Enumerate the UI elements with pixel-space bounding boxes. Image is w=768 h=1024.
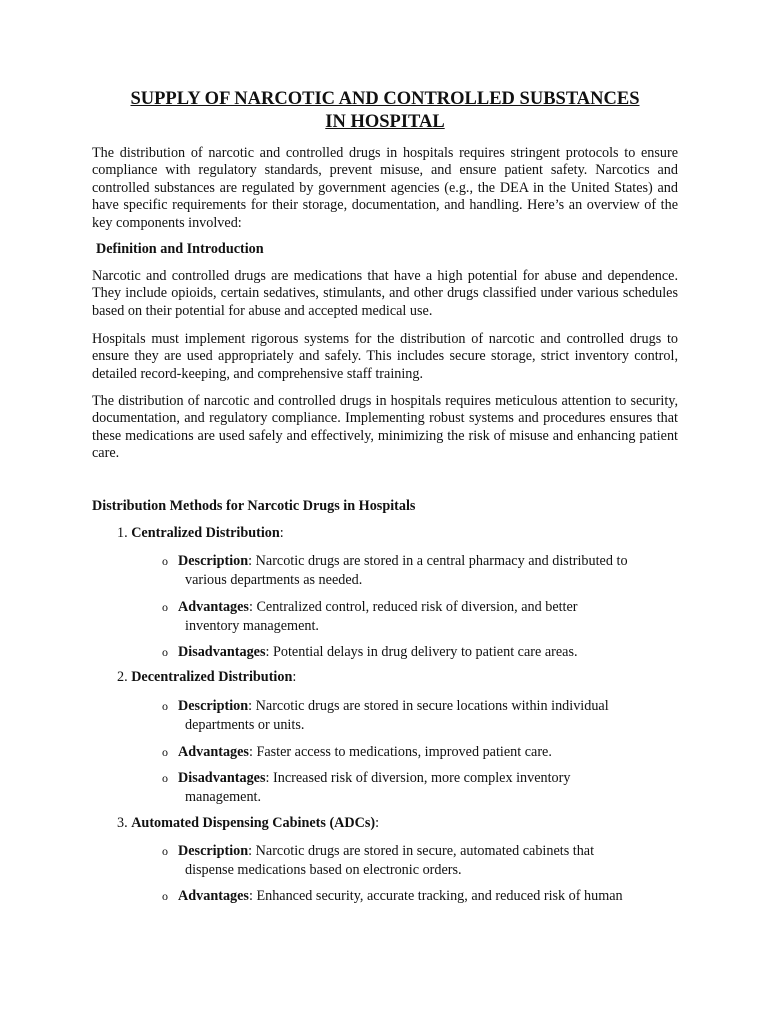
point-label: Disadvantages: [178, 644, 266, 660]
title-line-2: IN HOSPITAL: [325, 112, 445, 132]
bullet-marker: o: [162, 554, 168, 568]
method-suffix: :: [292, 669, 297, 685]
point-text-continued: inventory management.: [185, 617, 319, 634]
point-label: Description: [178, 843, 249, 859]
point-label: Disadvantages: [178, 770, 266, 786]
title-line-1: SUPPLY OF NARCOTIC AND CONTROLLED SUBSTANCES: [130, 89, 640, 109]
bullet-marker: o: [162, 844, 168, 858]
methods-heading: Distribution Methods for Narcotic Drugs in Hospitals: [92, 498, 416, 514]
method-1-title: [117, 525, 284, 542]
point-label: Advantages: [178, 599, 249, 615]
point-text: : Increased risk of diversion, more complex inventory: [265, 770, 571, 786]
method-number: 3.: [117, 815, 128, 831]
method-number: 1.: [117, 525, 128, 541]
point-label: Description: [178, 698, 249, 714]
point-text-continued: management.: [185, 788, 262, 805]
point-text-continued: departments or units.: [185, 716, 305, 733]
method-2-title: [117, 669, 296, 686]
point-text: : Potential delays in drug delivery to patient care areas.: [265, 644, 578, 660]
definition-paragraph-1: Narcotic and controlled drugs are medications that have a high potential for abuse and dependence. They include opioids, certain sedatives, stimulants, and other drugs classified under various schedules based on their potential for abuse and accepted medical use.: [92, 268, 678, 319]
method-name: Decentralized Distribution: [131, 669, 293, 685]
document-title: [92, 88, 678, 134]
bullet-marker: o: [162, 745, 168, 759]
method-number: 2.: [117, 669, 128, 685]
bullet-marker: o: [162, 699, 168, 713]
bullet-marker: o: [162, 600, 168, 614]
point-text: : Centralized control, reduced risk of diversion, and better: [248, 599, 578, 615]
method-name: Centralized Distribution: [131, 525, 280, 541]
point-text-continued: various departments as needed.: [185, 571, 363, 588]
point-text: : Enhanced security, accurate tracking, and reduced risk of human: [248, 888, 623, 904]
bullet-marker: o: [162, 645, 168, 659]
method-suffix: :: [375, 815, 380, 831]
bullet-marker: o: [162, 771, 168, 785]
definition-paragraph-3: The distribution of narcotic and controlled drugs in hospitals requires meticulous attention to security, documentation, and regulatory compliance. Implementing robust systems and procedures ensures that these medications are used safely and effectively, minimizing the risk of misuse and enhancing patient care.: [92, 393, 678, 462]
point-label: Description: [178, 553, 249, 569]
point-label: Advantages: [178, 744, 249, 760]
point-text-continued: dispense medications based on electronic orders.: [185, 861, 462, 878]
intro-paragraph: The distribution of narcotic and controlled drugs in hospitals requires stringent protocols to ensure compliance with regulatory standards, prevent misuse, and ensure patient safety. Narcotics and controlled substances are regulated by government agencies (e.g., the DEA in the United States) and have specific requirements for their storage, documentation, and handling. Here’s an overview of the key components involved:: [92, 145, 678, 231]
method-name: Automated Dispensing Cabinets (ADCs): [131, 815, 376, 831]
point-label: Advantages: [178, 888, 249, 904]
point-text: : Narcotic drugs are stored in secure locations within individual: [248, 698, 609, 714]
bullet-marker: o: [162, 889, 168, 903]
definition-paragraph-2: Hospitals must implement rigorous systems for the distribution of narcotic and controlled drugs to ensure they are used appropriately and safely. This includes secure storage, strict inventory control, detailed record-keeping, and comprehensive staff training.: [92, 331, 678, 382]
definition-heading: Definition and Introduction: [96, 241, 264, 257]
method-3-title: [117, 815, 379, 832]
point-text: : Narcotic drugs are stored in secure, automated cabinets that: [248, 843, 595, 859]
method-suffix: :: [279, 525, 284, 541]
point-text: : Narcotic drugs are stored in a central pharmacy and distributed to: [248, 553, 628, 569]
point-text: : Faster access to medications, improved patient care.: [248, 744, 552, 760]
